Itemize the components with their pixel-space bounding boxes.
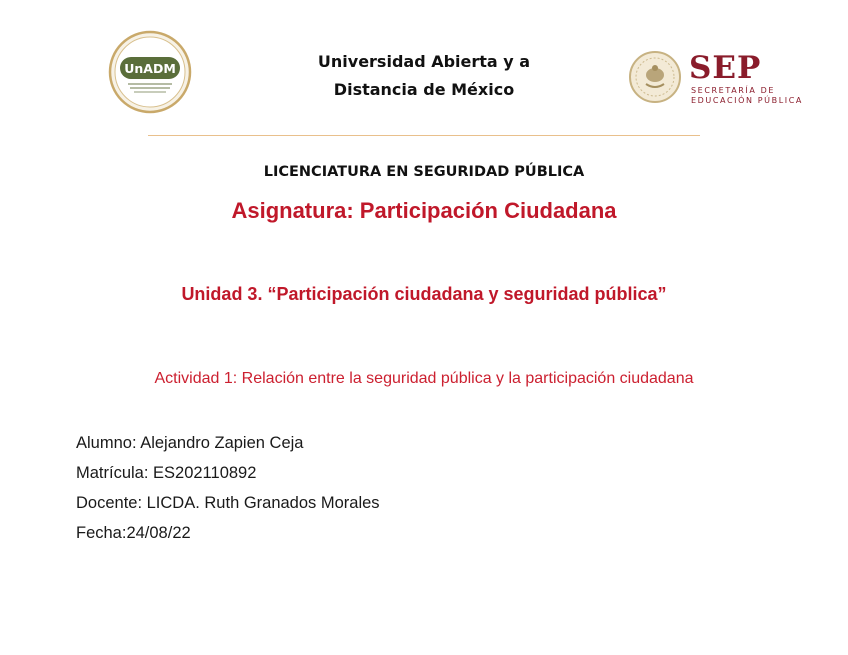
teacher-name: Docente: LICDA. Ruth Granados Morales — [76, 494, 380, 512]
student-name: Alumno: Alejandro Zapien Ceja — [76, 434, 304, 452]
university-name-line1: Universidad Abierta y a — [317, 52, 531, 71]
university-name — [274, 48, 574, 104]
mexico-seal-icon — [628, 50, 682, 104]
unit-title: Unidad 3. “Participación ciudadana y seguridad pública” — [181, 284, 667, 304]
sep-subtitle — [691, 86, 803, 106]
university-name-line2: Distancia de México — [333, 80, 515, 99]
sep-subtitle-line1: SECRETARÍA DE — [691, 86, 776, 95]
sep-acronym: SEP — [689, 50, 762, 86]
date: Fecha:24/08/22 — [76, 524, 191, 542]
sep-subtitle-line2: EDUCACIÓN PÚBLICA — [691, 96, 804, 105]
unadm-logo — [108, 30, 192, 114]
student-info — [76, 431, 380, 551]
header-divider — [148, 135, 700, 136]
program-title: LICENCIATURA EN SEGURIDAD PÚBLICA — [263, 164, 585, 180]
subject-title: Asignatura: Participación Ciudadana — [231, 198, 617, 223]
activity-title: Actividad 1: Relación entre la seguridad pública y la participación ciudadana — [154, 370, 694, 387]
sep-logo — [628, 50, 804, 106]
student-id: Matrícula: ES202110892 — [76, 464, 257, 482]
unadm-logo-icon — [108, 30, 192, 114]
unadm-logo-text: UnADM — [124, 61, 176, 76]
